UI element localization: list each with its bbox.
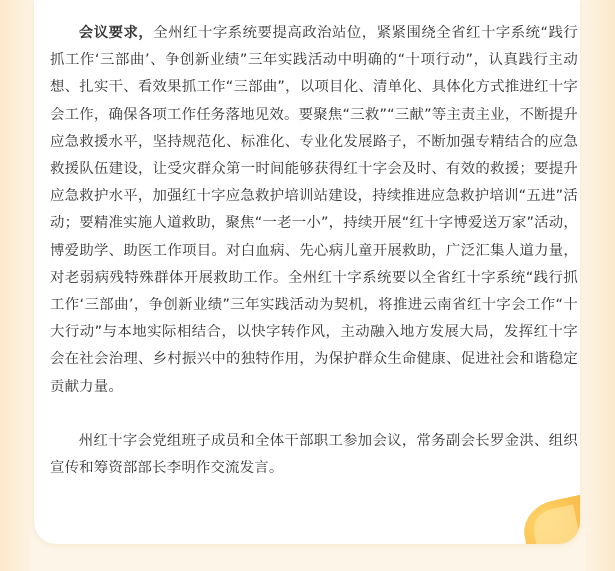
right-border-decoration <box>585 0 615 571</box>
left-border-decoration <box>0 0 30 571</box>
paragraph-body: 全州红十字系统要提高政治站位，紧紧围绕全省红十字系统“践行抓工作‘三部曲’、争创新业绩”三年实践活动中明确的“十项行动”，认真践行主动想、扎实干、看效果抓工作“三部曲”，以项目化、清单化、具体化方式推进红十字会工作，确保各项工作任务落地见效。要聚焦“三救”“三献”等主责主业，不断提升应急救援水平，坚持规范化、标准化、专业化发展路子，不断加强专精结合的应急救援队伍建设，让受灾群众第一时间能够获得红十字会及时、有效的救援；要提升应急救护水平，加强红十字应急救护培训站建设，持续推进应急救护培训“五进”活动；要精准实施人道救助，聚焦“一老一小”，持续开展“红十字博爱送万家”活动，博爱助学、助医工作项目。对白血病、先心病儿童开展救助，广泛汇集人道力量，对老弱病残特殊群体开展救助工作。全州红十字系统要以全省红十字系统“践行抓工作‘三部曲’，争创新业绩”三年实践活动为契机，将推进云南省红十字会工作“十大行动”与本地实际相结合，以快字转作风，主动融入地方发展大局，发挥红十字会在社会治理、乡村振兴中的独特作用，为保护群众生命健康、促进社会和谐稳定贡献力量。 <box>50 25 578 395</box>
article-paragraph-2: 州红十字会党组班子成员和全体干部职工参加会议，常务副会长罗金洪、组织宣传和筹资部部长李明作交流发言。 <box>50 432 578 477</box>
article-paragraph-1 <box>50 20 578 401</box>
article-content <box>50 20 578 482</box>
paragraph-lead: 会议要求， <box>78 25 154 41</box>
corner-decoration <box>519 493 580 544</box>
